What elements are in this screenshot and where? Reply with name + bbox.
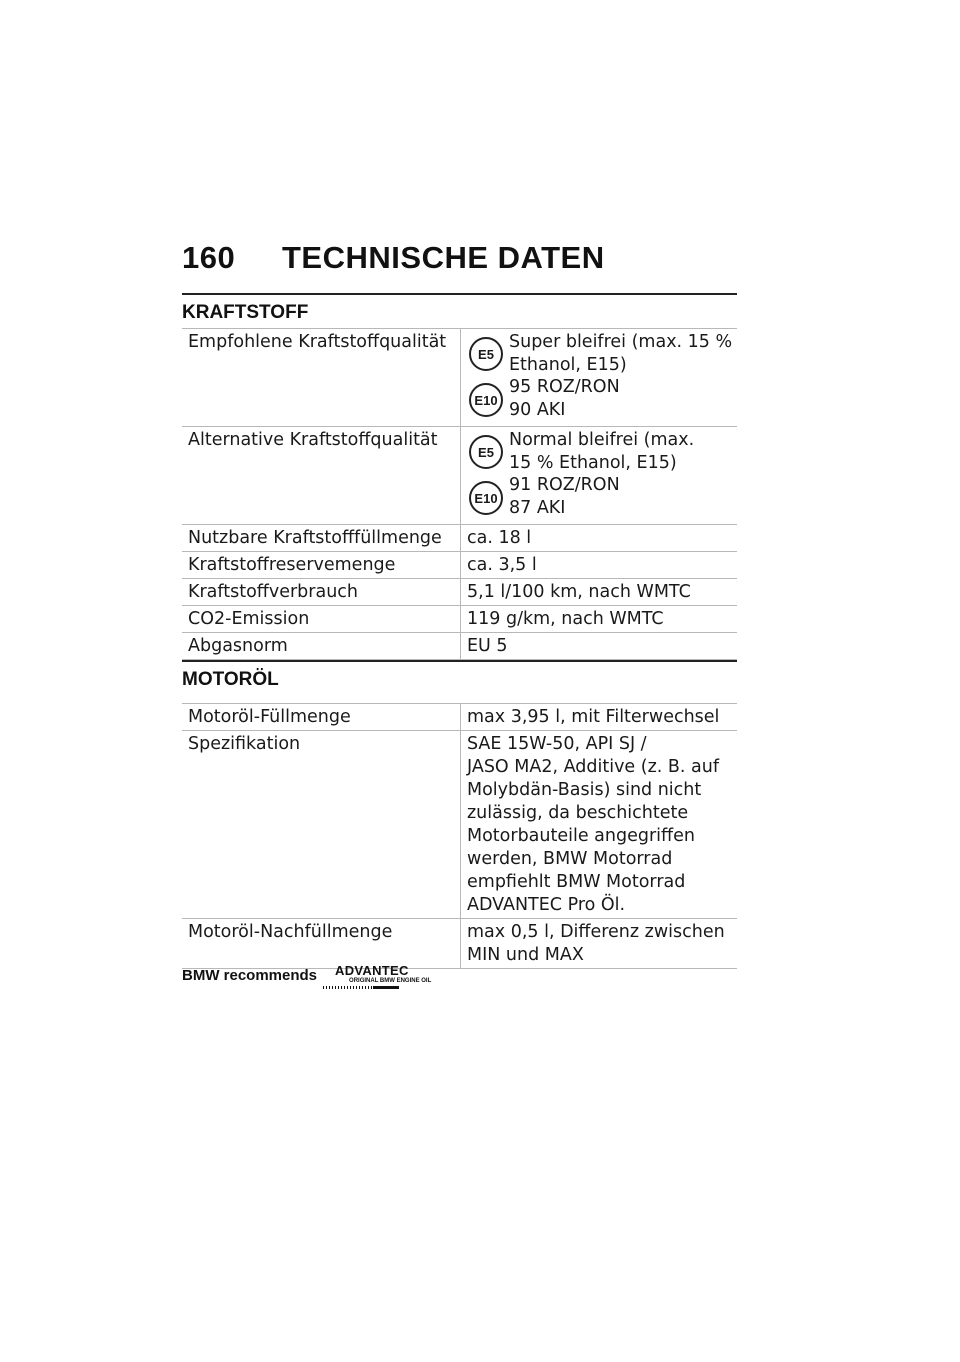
table-row (182, 606, 737, 633)
page-title: TECHNISCHE DATEN (282, 240, 605, 275)
logo-bar (323, 986, 373, 989)
fuel-section (182, 293, 737, 660)
recommends-text: BMW recommends (182, 967, 318, 984)
recommended-fuel-line: Super bleifrei (max. 15 % (509, 332, 733, 352)
refill-line: MIN und MAX (467, 945, 584, 965)
page-header (182, 240, 738, 276)
alternative-fuel-line: 87 AKI (509, 497, 566, 518)
logo-brand: ADVANTEC (335, 963, 409, 978)
spec-line: Motorbauteile angegriffen (467, 826, 695, 846)
e10-badge-icon: E10 (469, 383, 503, 417)
bmw-recommends-note (182, 964, 433, 989)
row-label: CO2-Emission (182, 606, 461, 633)
fuel-table (182, 328, 737, 660)
spec-line: zulässig, da beschichtete (467, 803, 689, 823)
spec-line: JASO MA2, Additive (z. B. auf (467, 757, 719, 777)
e10-badge-icon: E10 (469, 481, 503, 515)
table-row (182, 329, 737, 427)
table-row (182, 919, 737, 969)
table-row (182, 552, 737, 579)
oil-table (182, 703, 737, 969)
table-row (182, 731, 737, 919)
spec-line: empfiehlt BMW Motorrad (467, 872, 686, 892)
table-row (182, 579, 737, 606)
alternative-fuel-label: Alternative Kraftstoffqualität (182, 427, 461, 525)
spec-line: SAE 15W-50, API SJ / (467, 734, 647, 754)
recommended-fuel-line: 95 ROZ/RON (509, 377, 620, 397)
e5-badge-icon: E5 (469, 435, 503, 469)
recommended-fuel-line: 90 AKI (509, 399, 566, 420)
table-row (182, 633, 737, 660)
row-value: 5,1 l/100 km, nach WMTC (461, 579, 738, 606)
row-value: ca. 3,5 l (461, 552, 738, 579)
table-row (182, 704, 737, 731)
fuel-section-title: KRAFTSTOFF (182, 293, 737, 328)
recommended-fuel-label: Empfohlene Kraftstoffqualität (182, 329, 461, 427)
row-label: Spezifikation (182, 731, 461, 919)
spec-line: Molybdän-Basis) sind nicht (467, 780, 702, 800)
row-value: 119 g/km, nach WMTC (461, 606, 738, 633)
row-label: Nutzbare Kraftstofffüllmenge (182, 525, 461, 552)
table-row (182, 525, 737, 552)
recommended-fuel-line: Ethanol, E15) (509, 354, 627, 375)
advantec-logo (323, 964, 433, 989)
alternative-fuel-line: Normal bleifrei (max. (509, 430, 695, 450)
row-label: Motoröl-Nachfüllmenge (182, 919, 461, 969)
logo-bar-solid (373, 986, 399, 989)
spec-line: werden, BMW Motorrad (467, 849, 673, 869)
row-label: Motoröl-Füllmenge (182, 704, 461, 731)
row-value: ca. 18 l (461, 525, 738, 552)
logo-subtitle: ORIGINAL BMW ENGINE OIL (349, 978, 432, 984)
alternative-fuel-line: 91 ROZ/RON (509, 475, 620, 495)
oil-section (182, 660, 737, 969)
refill-line: max 0,5 l, Differenz zwischen (467, 922, 725, 942)
e5-badge-icon: E5 (469, 337, 503, 371)
row-value: EU 5 (461, 633, 738, 660)
page-number: 160 (182, 240, 236, 275)
row-value: max 3,95 l, mit Filterwechsel (461, 704, 738, 731)
row-label: Kraftstoffverbrauch (182, 579, 461, 606)
row-label: Kraftstoffreservemenge (182, 552, 461, 579)
spec-line: ADVANTEC Pro Öl. (467, 895, 626, 915)
table-row (182, 427, 737, 525)
row-label: Abgasnorm (182, 633, 461, 660)
alternative-fuel-line: 15 % Ethanol, E15) (509, 452, 677, 473)
oil-section-title: MOTORÖL (182, 660, 737, 695)
